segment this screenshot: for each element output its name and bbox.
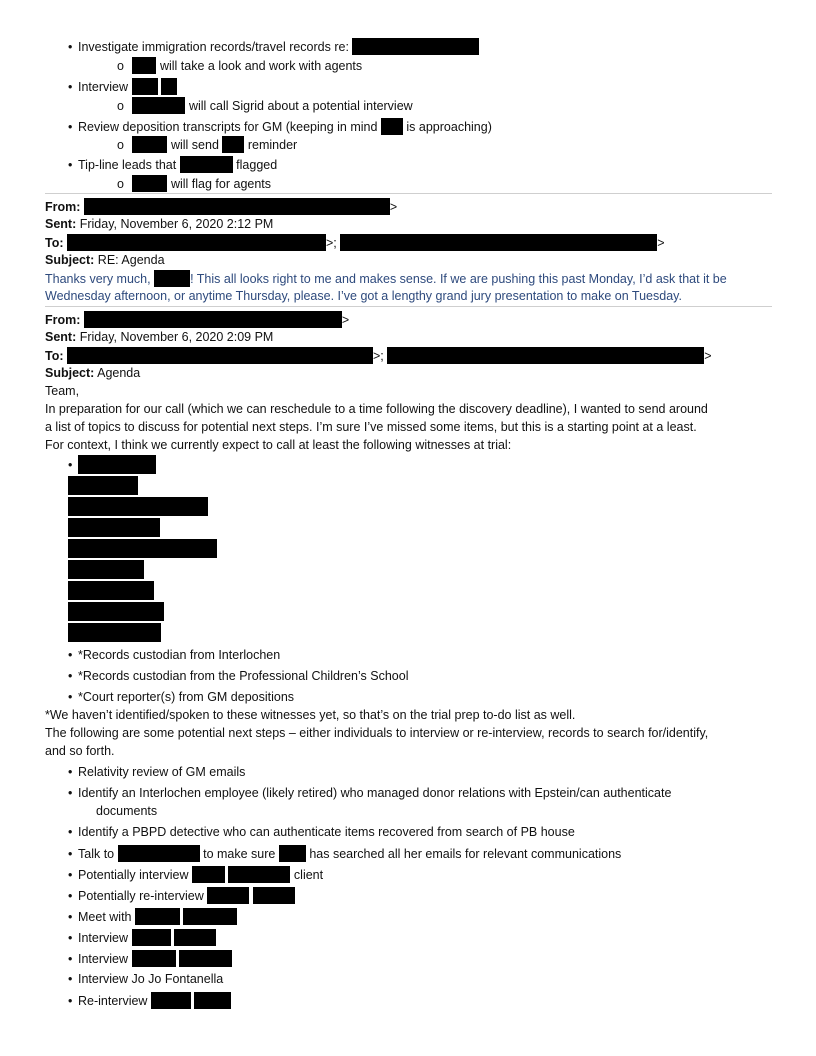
redaction-box (253, 887, 295, 904)
list-item-text: will call Sigrid about a potential interview (188, 99, 413, 113)
redaction-box (387, 347, 704, 364)
redaction-box (180, 156, 233, 173)
redaction-box (132, 97, 185, 114)
email-subject (45, 252, 165, 268)
divider (45, 193, 772, 194)
list-item-text: is approaching) (406, 120, 492, 134)
list-item-text: Identify an Interlochen employee (likely retired) who managed donor relations with Epstein/can authenticate (78, 786, 672, 800)
from-label: From: (45, 313, 81, 327)
list-item-text: Interview Jo Jo Fontanella (78, 972, 224, 986)
sent-label: Sent: (45, 217, 77, 231)
sent-value: Friday, November 6, 2020 2:09 PM (79, 330, 274, 344)
sent-value: Friday, November 6, 2020 2:12 PM (79, 217, 274, 231)
list-item (68, 38, 479, 55)
list-item (68, 929, 216, 946)
list-item-text: Interview (78, 80, 129, 94)
from-tail: > (389, 200, 398, 214)
to-label: To: (45, 236, 64, 250)
bullet-icon: • (68, 458, 73, 472)
body-text: For context, I think we currently expect to call at least the following witnesses at trial: (45, 438, 512, 452)
list-item (68, 764, 245, 780)
redaction-box (132, 950, 176, 967)
list-item-text: *Records custodian from the Professional Children’s School (78, 669, 409, 683)
list-item-text: Relativity review of GM emails (78, 765, 246, 779)
list-item-text: will take a look and work with agents (159, 59, 363, 73)
list-item (68, 971, 223, 987)
list-item-text: Interview (78, 931, 129, 945)
redaction-box (207, 887, 249, 904)
list-item (68, 78, 177, 95)
redaction-box (68, 539, 217, 558)
sub-bullet-icon: o (117, 59, 124, 73)
email-sent (45, 329, 273, 345)
bullet-icon: • (68, 648, 73, 662)
email-to (45, 234, 665, 251)
list-item (68, 118, 492, 135)
redaction-box (340, 234, 657, 251)
list-item (68, 887, 295, 904)
email-to (45, 347, 712, 364)
list-item-text: documents (96, 804, 158, 818)
sub-bullet-icon: o (117, 177, 124, 191)
body-text: In preparation for our call (which we can reschedule to a time following the discovery deadline), I wanted to send around (45, 402, 708, 416)
list-item-text: Meet with (78, 910, 132, 924)
bullet-icon: • (68, 994, 73, 1008)
bullet-icon: • (68, 889, 73, 903)
bullet-icon: • (68, 868, 73, 882)
body-text: *We haven’t identified/spoken to these witnesses yet, so that’s on the trial prep to-do list as well. (45, 708, 576, 722)
redaction-box (68, 623, 161, 642)
list-item (68, 785, 671, 801)
list-item-text: Review deposition transcripts for GM (keeping in mind (78, 120, 378, 134)
list-item-text: to make sure (203, 847, 276, 861)
redaction-box (84, 311, 342, 328)
list-item (68, 866, 323, 883)
redaction-box (194, 992, 231, 1009)
email-from (45, 311, 349, 328)
list-item-text: Potentially re-interview (78, 889, 204, 903)
list-item-text: *Court reporter(s) from GM depositions (78, 690, 295, 704)
list-item-text: reminder (247, 138, 298, 152)
email-body-line (45, 437, 511, 453)
body-text: Team, (45, 384, 80, 398)
redaction-box (279, 845, 306, 862)
redaction-box (228, 866, 290, 883)
redaction-box (132, 175, 167, 192)
redaction-box (192, 866, 225, 883)
redaction-box (68, 497, 208, 516)
redaction-box (132, 136, 167, 153)
bullet-icon: • (68, 972, 73, 986)
redaction-box (118, 845, 200, 862)
to-tail: > (657, 236, 665, 250)
redaction-box (78, 455, 156, 474)
bullet-icon: • (68, 765, 73, 779)
sub-bullet-icon: o (117, 99, 124, 113)
subject-label: Subject: (45, 253, 95, 267)
bullet-icon: • (68, 120, 73, 134)
redaction-box (381, 118, 403, 135)
witness-list-item (68, 689, 294, 705)
redaction-box (222, 136, 244, 153)
subject-value: RE: Agenda (97, 253, 165, 267)
list-item (68, 824, 575, 840)
redaction-box (183, 908, 237, 925)
list-item (68, 845, 621, 862)
sub-bullet-icon: o (117, 138, 124, 152)
list-item-text: Re-interview (78, 994, 148, 1008)
from-label: From: (45, 200, 81, 214)
list-item-continuation (96, 803, 157, 819)
redaction-box (179, 950, 232, 967)
list-item-text: has searched all her emails for relevant communications (309, 847, 622, 861)
body-text: Thanks very much, (45, 272, 151, 286)
redaction-box (68, 581, 154, 600)
subject-value: Agenda (97, 366, 141, 380)
redaction-box (67, 347, 373, 364)
redaction-box (151, 992, 191, 1009)
redaction-box (352, 38, 479, 55)
witness-list-item (68, 457, 78, 473)
redaction-box (68, 518, 160, 537)
email-from (45, 198, 397, 215)
email-body-line (45, 725, 708, 741)
from-tail: > (341, 313, 350, 327)
bullet-icon: • (68, 910, 73, 924)
redaction-box (67, 234, 326, 251)
to-separator: >; (326, 236, 337, 250)
sub-list-item (117, 175, 271, 192)
list-item-text: Identify a PBPD detective who can authenticate items recovered from search of PB house (78, 825, 575, 839)
list-item (68, 950, 232, 967)
bullet-icon: • (68, 786, 73, 800)
list-item-text: Investigate immigration records/travel records re: (78, 40, 349, 54)
email-body-line (45, 743, 115, 759)
list-item-text: will send (170, 138, 219, 152)
redaction-box (174, 929, 216, 946)
redaction-box (161, 78, 177, 95)
list-item-text: flagged (236, 158, 278, 172)
list-item-text: *Records custodian from Interlochen (78, 648, 281, 662)
sent-label: Sent: (45, 330, 77, 344)
to-tail: > (704, 349, 712, 363)
witness-list-item (68, 647, 280, 663)
subject-label: Subject: (45, 366, 95, 380)
list-item-text: Tip-line leads that (78, 158, 177, 172)
footnote (45, 707, 575, 723)
body-text: ! This all looks right to me and makes sense. If we are pushing this past Monday, I’d ask that it be (190, 272, 727, 286)
list-item-text: Potentially interview (78, 868, 189, 882)
bullet-icon: • (68, 40, 73, 54)
witness-list-item (68, 668, 409, 684)
divider (45, 306, 772, 307)
body-text: The following are some potential next steps – either individuals to interview or re-interview, records to search for/identify, (45, 726, 709, 740)
redaction-box (68, 602, 164, 621)
bullet-icon: • (68, 690, 73, 704)
email-sent (45, 216, 273, 232)
redaction-box (154, 270, 190, 287)
bullet-icon: • (68, 847, 73, 861)
redaction-box (132, 57, 156, 74)
redaction-box (132, 929, 171, 946)
body-text: a list of topics to discuss for potential next steps. I’m sure I’ve missed some items, but this is a starting point at a least. (45, 420, 697, 434)
sub-list-item (117, 136, 297, 153)
list-item-text: will flag for agents (170, 177, 272, 191)
email-body-line (45, 401, 708, 417)
email-body-line (45, 270, 727, 287)
to-label: To: (45, 349, 64, 363)
bullet-icon: • (68, 80, 73, 94)
list-item (68, 156, 277, 173)
bullet-icon: • (68, 952, 73, 966)
redaction-box (132, 78, 158, 95)
redaction-box (68, 560, 144, 579)
body-text: and so forth. (45, 744, 115, 758)
list-item-text: Talk to (78, 847, 115, 861)
redaction-box (135, 908, 180, 925)
to-separator: >; (373, 349, 384, 363)
bullet-icon: • (68, 669, 73, 683)
bullet-icon: • (68, 158, 73, 172)
list-item (68, 992, 231, 1009)
email-body-line (45, 419, 697, 435)
body-text: Wednesday afternoon, or anytime Thursday, please. I’ve got a lengthy grand jury presentation to make on Tuesday. (45, 289, 682, 303)
sub-list-item (117, 97, 413, 114)
email-subject (45, 365, 140, 381)
redaction-box (68, 476, 138, 495)
list-item-text: Interview (78, 952, 129, 966)
redaction-box (84, 198, 390, 215)
list-item-text: client (293, 868, 324, 882)
list-item (68, 908, 237, 925)
sub-list-item (117, 57, 362, 74)
bullet-icon: • (68, 825, 73, 839)
email-body-line (45, 288, 682, 304)
bullet-icon: • (68, 931, 73, 945)
greeting (45, 383, 79, 399)
